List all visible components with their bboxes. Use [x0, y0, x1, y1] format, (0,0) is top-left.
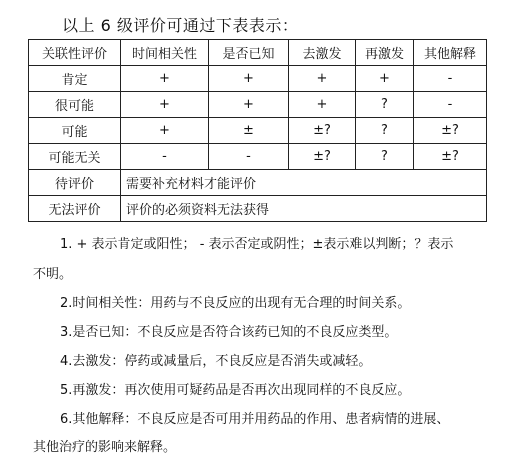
note-1-line-2: 不明。 — [33, 267, 73, 282]
table-cell: 肯定 — [29, 66, 121, 92]
table-cell: - — [209, 144, 289, 170]
intro-text: 以上 6 级评价可通过下表表示： — [62, 16, 299, 35]
table-cell: ±? — [289, 144, 356, 170]
table-cell: - — [414, 66, 487, 92]
note-6-line-1: 6.其他解释：不良反应是否可用并用药品的作用、患者病情的进展、 — [60, 412, 450, 427]
table-cell: 很可能 — [29, 92, 121, 118]
table-cell: + — [209, 92, 289, 118]
table-cell: ? — [356, 92, 414, 118]
evaluation-table — [28, 39, 487, 222]
table-row — [29, 66, 487, 92]
table-cell: - — [414, 92, 487, 118]
table-row — [29, 144, 487, 170]
table-cell: + — [356, 66, 414, 92]
table-cell: + — [209, 66, 289, 92]
table-cell: 可能 — [29, 118, 121, 144]
table-cell: + — [289, 92, 356, 118]
table-row — [29, 92, 487, 118]
table-cell: + — [289, 66, 356, 92]
table-cell: ±? — [289, 118, 356, 144]
table-row — [29, 196, 487, 222]
table-cell: + — [121, 118, 209, 144]
table-cell: ± — [209, 118, 289, 144]
note-4: 4.去激发：停药或减量后，不良反应是否消失或减轻。 — [60, 354, 372, 369]
header-cell: 是否已知 — [209, 40, 289, 66]
table-cell: + — [121, 92, 209, 118]
table-cell: ±? — [414, 144, 487, 170]
note-1-line-1: 1. + 表示肯定或阳性； - 表示否定或阴性；±表示难以判断；？表示 — [60, 237, 454, 252]
table-header-row — [29, 40, 487, 66]
note-2: 2.时间相关性：用药与不良反应的出现有无合理的时间关系。 — [60, 296, 411, 311]
header-cell: 关联性评价 — [29, 40, 121, 66]
table-cell: ? — [356, 144, 414, 170]
table-cell: ±? — [414, 118, 487, 144]
table-cell: 需要补充材料才能评价 — [121, 170, 487, 196]
table-row — [29, 118, 487, 144]
table-cell: - — [121, 144, 209, 170]
table-cell: 评价的必须资料无法获得 — [121, 196, 487, 222]
note-6-line-2: 其他治疗的影响来解释。 — [33, 440, 177, 455]
header-cell: 其他解释 — [414, 40, 487, 66]
table-cell: ? — [356, 118, 414, 144]
table-cell: 可能无关 — [29, 144, 121, 170]
note-3: 3.是否已知：不良反应是否符合该药已知的不良反应类型。 — [60, 325, 398, 340]
note-5: 5.再激发：再次使用可疑药品是否再次出现同样的不良反应。 — [60, 383, 411, 398]
table-cell: 无法评价 — [29, 196, 121, 222]
header-cell: 时间相关性 — [121, 40, 209, 66]
table-cell: 待评价 — [29, 170, 121, 196]
table-row — [29, 170, 487, 196]
table-cell: + — [121, 66, 209, 92]
header-cell: 去激发 — [289, 40, 356, 66]
header-cell: 再激发 — [356, 40, 414, 66]
